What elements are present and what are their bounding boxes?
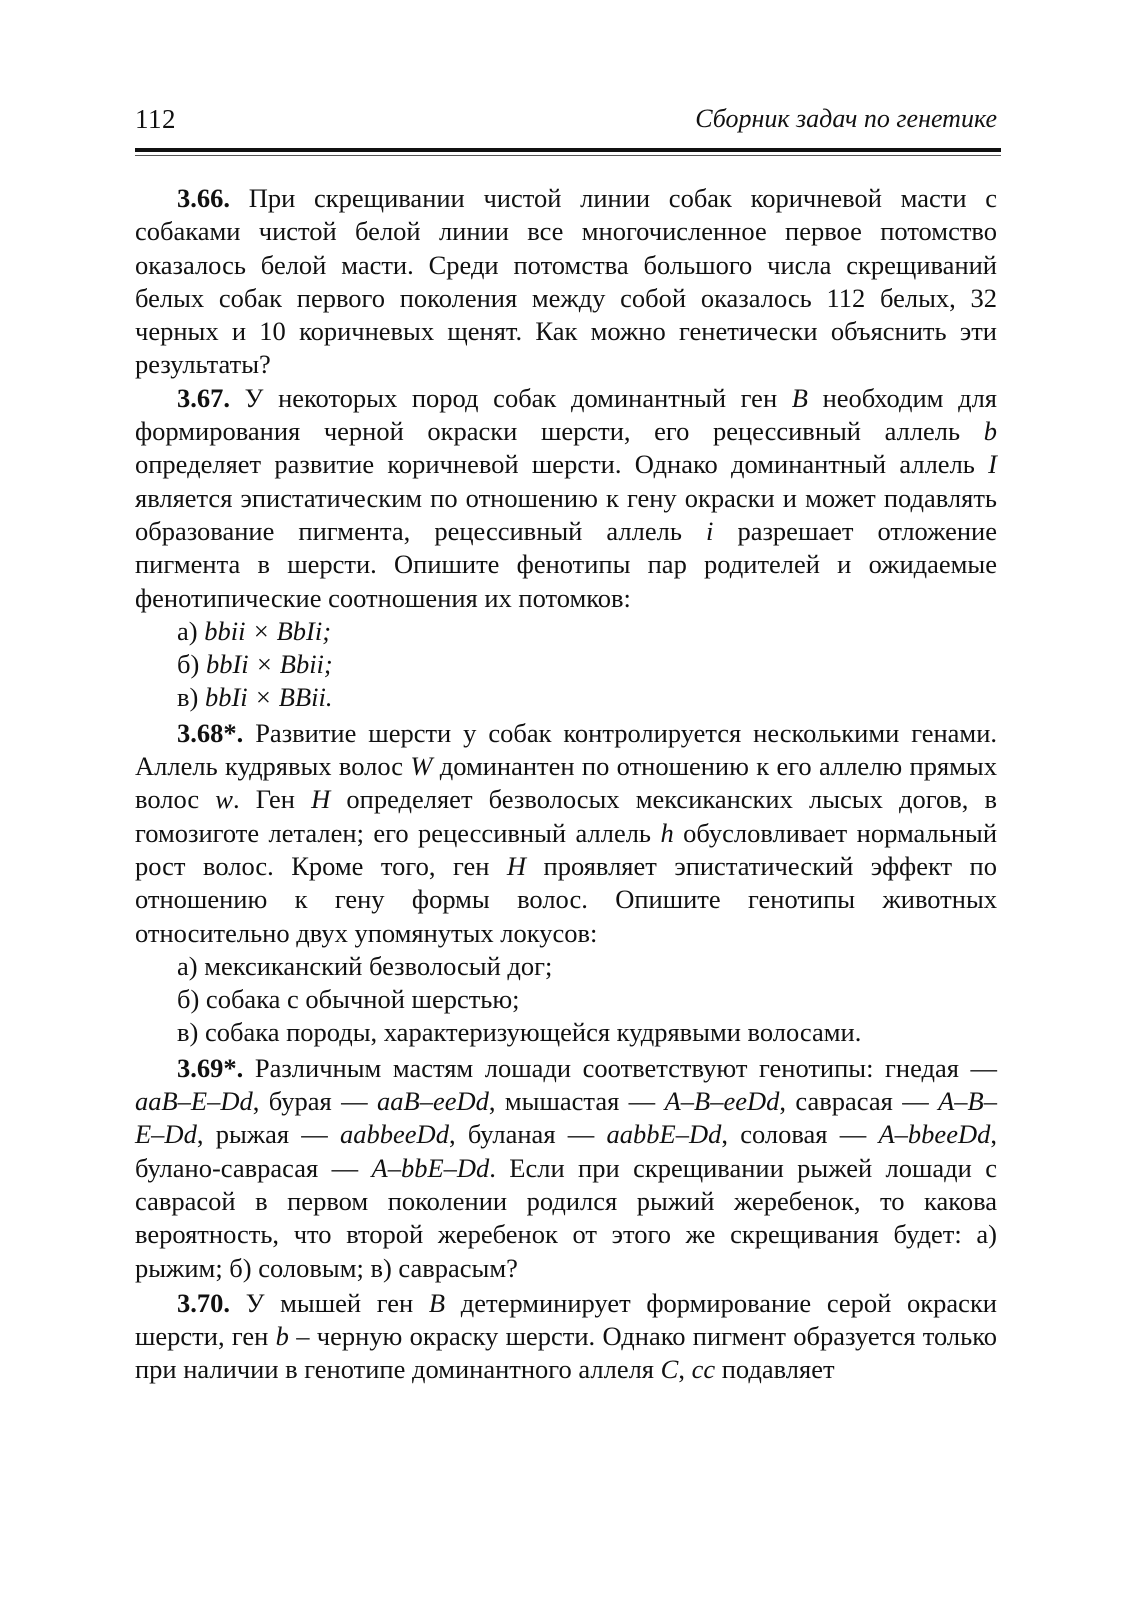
gene-symbol: B xyxy=(428,1287,446,1318)
problem-text: – черную окраску шерсти. Однако пигмент образуется только при наличии в генотипе доминантного аллеля xyxy=(135,1321,997,1385)
problem-text: , мышастая — xyxy=(488,1086,665,1117)
problem-text: . Ген xyxy=(232,784,312,815)
problem-text: обусловливает нормальный рост волос. Кроме того, ген xyxy=(135,817,997,881)
problem-text: определяет безволосых мексиканских лысых догов, в гомозиготе летален; его рецессивный аллель xyxy=(135,784,997,848)
gene-symbol: b xyxy=(983,416,997,447)
gene-symbol: H xyxy=(506,850,527,881)
problem-text: , булано-саврасая — xyxy=(135,1119,997,1183)
gene-symbol: b xyxy=(275,1321,289,1352)
problem-text: детерминирует формирование серой окраски шерсти, ген xyxy=(135,1287,997,1352)
gene-symbol: cc xyxy=(691,1354,716,1385)
genotype: aabbeeDd xyxy=(340,1119,449,1150)
problem-text: Развитие шерсти у собак контролируется несколькими генами. Аллель кудрявых волос xyxy=(135,717,998,782)
problem-text: является эпистатическим по отношению к гену окраски и может подавлять образование пигмента, рецессивный аллель xyxy=(135,482,997,546)
problem-number: 3.68*. xyxy=(177,717,244,748)
list-item: б) собака с обычной шерстью; xyxy=(177,984,520,1015)
problem-text: необходим для формирования черной окраски шерсти, его рецессивный аллель xyxy=(135,382,997,447)
problem-text: , xyxy=(678,1354,692,1385)
problem-text: Различным мастям лошади соответствуют генотипы: гнедая — xyxy=(254,1052,998,1083)
genotype: A–B–eeDd xyxy=(664,1086,780,1117)
problem-3-68 xyxy=(135,717,997,950)
genotype: A–B–E–Dd xyxy=(135,1086,997,1150)
problem-text: , соловая — xyxy=(721,1119,879,1150)
genotype: aaB–E–Dd xyxy=(135,1086,253,1117)
cross-item xyxy=(177,648,997,681)
list-item: в) собака породы, характеризующейся кудрявыми волосами. xyxy=(177,1017,862,1048)
cross-item xyxy=(177,681,997,714)
cross-item xyxy=(177,615,997,648)
gene-symbol: h xyxy=(660,817,674,848)
page-body xyxy=(135,182,997,1387)
problem-3-70 xyxy=(135,1287,997,1387)
item-label: в) xyxy=(177,682,199,713)
genotype: A–bbeeDd xyxy=(878,1119,991,1150)
problem-text: При скрещивании чистой линии собак коричневой масти с собаками чистой белой линии все многочисленное первое потомство оказалось белой масти. Среди потомства большого числа скрещиваний белых собак первого поколения между собой оказалось 112 белых, 32 черных и 10 коричневых щенят. Как можно генетически объяснить эти результаты? xyxy=(135,183,997,380)
problem-text: доминантен по отношению к его аллелю прямых волос xyxy=(135,751,997,815)
page-header xyxy=(135,104,997,144)
genotype: aaB–eeDd xyxy=(377,1086,489,1117)
cross-formula: bbIi × Bbii; xyxy=(205,649,333,680)
item-label: б) xyxy=(177,649,200,680)
problem-number: 3.67. xyxy=(177,382,230,413)
problem-3-67 xyxy=(135,382,997,615)
gene-symbol: w xyxy=(215,784,233,815)
problem-text: , бурая — xyxy=(252,1086,378,1117)
problem-number: 3.69*. xyxy=(177,1052,244,1083)
problem-number: 3.70. xyxy=(177,1287,230,1318)
header-rule xyxy=(135,148,1001,152)
running-title: Сборник задач по генетике xyxy=(695,104,997,133)
problem-text: определяет развитие коричневой шерсти. Однако доминантный аллель xyxy=(135,449,989,480)
problem-text: проявляет эпистатический эффект по отношению к гену формы волос. Опишите генотипы животных относительно двух упомянутых локусов: xyxy=(135,850,997,948)
gene-symbol: H xyxy=(311,784,331,815)
problem-text: . Если при скрещивании рыжей лошади с саврасой в первом поколении родился рыжий жеребенок, то какова вероятность, что второй жеребенок от этого же скрещивания будет: а) рыжим; б) соловым; в) саврасым? xyxy=(135,1152,997,1283)
item-label: а) xyxy=(177,615,198,646)
problem-text: разрешает отложение пигмента в шерсти. Опишите фенотипы пар родителей и ожидаемые фенотипические соотношения их потомков: xyxy=(135,515,997,613)
problem-text: , буланая — xyxy=(448,1119,607,1150)
gene-symbol: i xyxy=(706,515,714,546)
cross-formula: bbii × BbIi; xyxy=(204,615,332,646)
genotype: A–bbE–Dd xyxy=(371,1152,490,1183)
list-item: а) мексиканский безволосый дог; xyxy=(177,950,553,981)
page-number: 112 xyxy=(135,104,176,134)
problem-text: У мышей ген xyxy=(245,1287,429,1318)
problem-3-69 xyxy=(135,1052,997,1285)
problem-text: подавляет xyxy=(715,1354,835,1385)
problem-number: 3.66. xyxy=(177,183,230,213)
cross-formula: bbIi × BBii. xyxy=(204,682,333,713)
problem-text: , рыжая — xyxy=(196,1119,341,1150)
problem-3-66 xyxy=(135,182,997,382)
gene-symbol: C xyxy=(660,1354,679,1385)
gene-symbol: W xyxy=(410,751,433,782)
problem-text: У некоторых пород собак доминантный ген xyxy=(244,382,792,413)
header-rule-thin xyxy=(135,155,1001,156)
gene-symbol: B xyxy=(791,382,808,413)
problem-text: , саврасая — xyxy=(779,1086,939,1117)
genotype: aabbE–Dd xyxy=(606,1119,722,1150)
gene-symbol: I xyxy=(988,449,997,480)
